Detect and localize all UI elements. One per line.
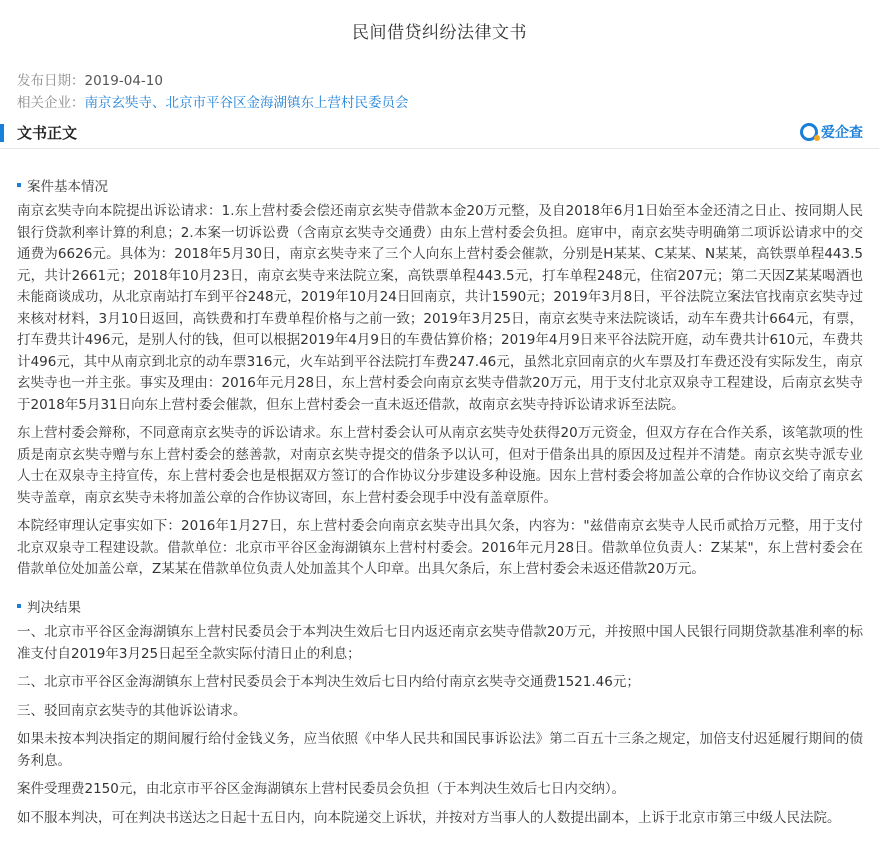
judgment-body <box>17 622 863 836</box>
judgment-paragraph: 案件受理费2150元，由北京市平谷区金海湖镇东上营村民委员会负担（于本判决生效后七日内交纳）。 <box>17 781 626 797</box>
publish-date-value: 2019-04-10 <box>84 73 163 89</box>
square-bullet-icon <box>17 183 21 187</box>
brand-logo[interactable] <box>800 121 863 143</box>
document-title: 民间借贷纠纷法律文书 <box>352 23 527 43</box>
related-companies-label: 相关企业： <box>17 95 85 111</box>
case-heading <box>17 175 108 195</box>
case-body <box>17 201 863 588</box>
square-bullet-icon <box>17 604 21 608</box>
publish-date-row <box>17 69 163 89</box>
publish-date-label: 发布日期： <box>17 73 85 89</box>
case-heading-text: 案件基本情况 <box>27 179 108 195</box>
section-title: 文书正文 <box>17 124 78 142</box>
case-paragraph: 东上营村委会辩称，不同意南京玄奘寺的诉讼请求。东上营村委会认可从南京玄奘寺处获得20万元资金，但双方存在合作关系，该笔款项的性质是南京玄奘寺赠与东上营村委会的慈善款，对南京玄奘寺提交的借条予以认可，但对于借条出具的原因及过程并不清楚。南京玄奘寺派专业人士在双泉寺主持宣传，东上营村委会也是根据双方签订的合作协议分步建设多种设施。因东上营村委会将加盖公章的合作协议交给了南京玄奘寺盖章，南京玄奘寺未将加盖公章的合作协议寄回，东上营村委会现手中没有盖章原件。 <box>17 425 863 506</box>
judgment-paragraph: 一、北京市平谷区金海湖镇东上营村民委员会于本判决生效后七日内返还南京玄奘寺借款20万元，并按照中国人民银行同期贷款基准利率的标准支付自2019年3月25日起至全款实际付清日止的利息； <box>17 624 863 662</box>
related-companies-row <box>17 91 409 111</box>
judgment-heading <box>17 596 81 616</box>
judgment-heading-text: 判决结果 <box>27 600 81 616</box>
magnifier-logo-icon <box>800 123 818 141</box>
case-paragraph: 南京玄奘寺向本院提出诉讼请求：1.东上营村委会偿还南京玄奘寺借款本金20万元整，及自2018年6月1日始至本金还清之日止、按同期人民银行贷款利率计算的利息；2.本案一切诉讼费（含南京玄奘寺交通费）由东上营村委会负担。庭审中，南京玄奘寺明确第二项诉讼请求中的交通费为6626元。具体为：2018年5月30日，南京玄奘寺来了三个人向东上营村委会催款，分别是H某某、C某某、N某某，高铁票单程443.5元，共计2661元；2018年10月23日，南京玄奘寺来法院立案，高铁票单程443.5元，打车单程248元，住宿207元；第二天因Z某某喝酒也未能商谈成功，从北京南站打车到平谷248元，2019年10月24日回南京，共计1590元；2019年3月8日，平谷法院立案法官找南京玄奘寺过来核对材料，3月10日返回，高铁费和打车费单程价格与之前一致；2019年3月25日，南京玄奘寺来法院谈话，动车车费共计664元，有票，打车费共计496元，是别人付的钱，但可以根据2019年4月9日的车费估算价格；2019年4月9日来平谷法院开庭，动车费共计610元，车费共计496元，其中从南京到北京的动车票316元，火车站到平谷法院打车费247.46元，虽然北京回南京的火车票及打车费还没有实际发生，南京玄奘寺也一并主张。事实及理由：2016年元月28日，东上营村委会向南京玄奘寺借款20万元，用于支付北京双泉寺工程建设，后南京玄奘寺于2018年5月31日向东上营村委会催款，但东上营村委会一直未返还借款，故南京玄奘寺持诉讼请求诉至法院。 <box>17 203 863 413</box>
judgment-paragraph: 二、北京市平谷区金海湖镇东上营村民委员会于本判决生效后七日内给付南京玄奘寺交通费1521.46元； <box>17 674 640 690</box>
judgment-paragraph: 如果未按本判决指定的期间履行给付金钱义务，应当依照《中华人民共和国民事诉讼法》第二百五十三条之规定，加倍支付迟延履行期间的债务利息。 <box>17 731 863 769</box>
judgment-paragraph: 如不服本判决，可在判决书送达之日起十五日内，向本院递交上诉状，并按对方当事人的人数提出副本，上诉于北京市第三中级人民法院。 <box>17 809 841 826</box>
brand-name: 爱企查 <box>821 125 863 141</box>
judgment-paragraph: 三、驳回南京玄奘寺的其他诉讼请求。 <box>17 702 247 719</box>
related-companies-link[interactable]: 南京玄奘寺、北京市平谷区金海湖镇东上营村民委员会 <box>84 95 409 111</box>
section-accent-bar <box>0 124 4 142</box>
case-paragraph: 本院经审理认定事实如下：2016年1月27日，东上营村委会向南京玄奘寺出具欠条，内容为："兹借南京玄奘寺人民币贰拾万元整，用于支付北京双泉寺工程建设款。借款单位：北京市平谷区金海湖镇东上营村村委会。2016年元月28日。借款单位负责人：Z某某"，东上营村委会在借款单位处加盖公章，Z某某在借款单位负责人处加盖其个人印章。出具欠条后，东上营村委会未返还借款20万元。 <box>17 518 863 577</box>
section-header <box>0 118 879 149</box>
